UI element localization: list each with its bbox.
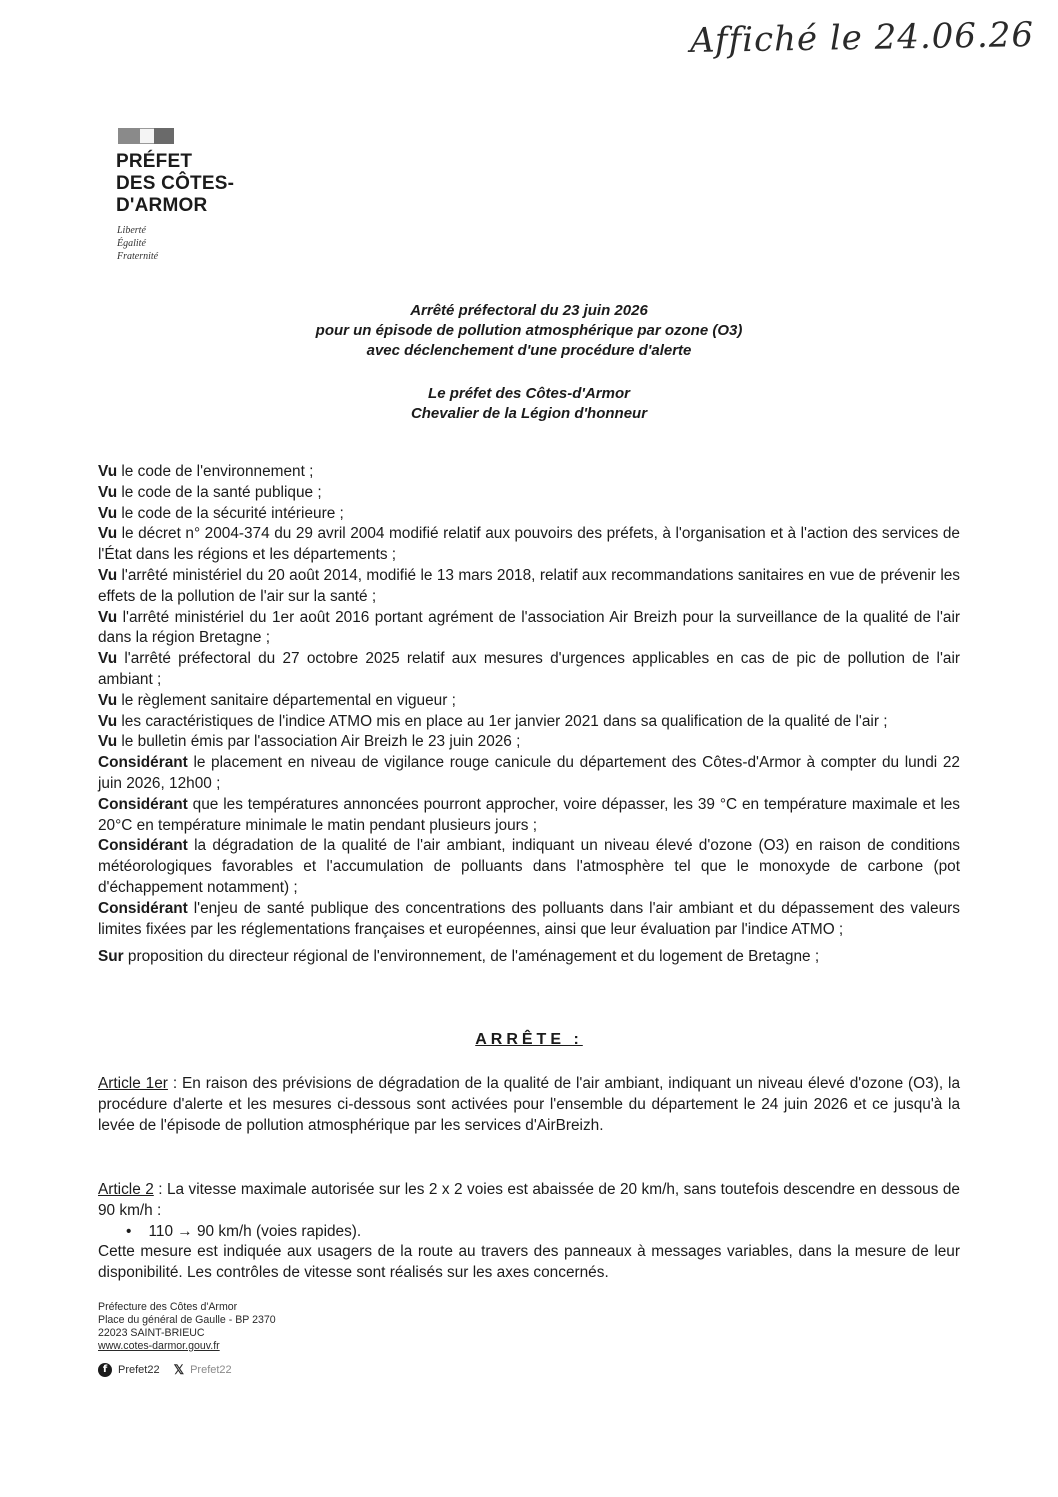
article-2-followup: Cette mesure est indiquée aux usagers de la route au travers des panneaux à messages variables, dans la mesure de leur disponibilité. Les contrôles de vitesse sont réalisés sur les axes concernés. (98, 1243, 960, 1282)
visa-item: Vu l'arrêté préfectoral du 27 octobre 2025 relatif aux mesures d'urgences applicables en cas de pic de pollution de l'air ambiant ; (98, 650, 960, 688)
visa-item: Vu les caractéristiques de l'indice ATMO mis en place au 1er janvier 2021 dans sa qualification de la qualité de l'air ; (98, 712, 888, 730)
prefecture-address (98, 1301, 276, 1353)
visa-item: Vu le bulletin émis par l'association Air Breizh le 23 juin 2026 ; (98, 733, 521, 751)
prefect-line: Chevalier de la Légion d'honneur (410, 405, 648, 422)
proposition-item: Sur proposition du directeur régional de l'environnement, de l'aménagement et du logement de Bretagne ; (98, 948, 820, 966)
x-handle[interactable]: Prefet22 (190, 1364, 232, 1376)
motto-line: Fraternité (117, 251, 159, 262)
considerant-item: Considérant l'enjeu de santé publique des concentrations des polluants dans l'air ambiant et du dépassement des valeurs limites fixées par les réglementations françaises et européennes, ainsi que leur évaluation par l'indice ATMO ; (98, 899, 960, 938)
visa-item: Vu l'arrêté ministériel du 1er août 2016 portant agrément de l'association Air Breizh pour la surveillance de la qualité de l'air dans la région Bretagne ; (98, 608, 960, 647)
visa-item: Vu l'arrêté ministériel du 20 août 2014, modifié le 13 mars 2018, relatif aux recommandations sanitaires en vue de prévenir les effets de la pollution de l'air sur la santé ; (98, 566, 960, 605)
visa-item: Vu le code de la santé publique ; (98, 483, 322, 501)
visa-item: Vu le décret n° 2004-374 du 29 avril 2004 modifié relatif aux pouvoirs des préfets, à l'organisation et à l'action des services de l'État dans les régions et les départements ; (98, 525, 960, 564)
motto-line: Égalité (117, 238, 146, 249)
prefecture-name-line: D'ARMOR (116, 195, 208, 216)
prefecture-name-line: DES CÔTES- (116, 173, 235, 194)
x-icon[interactable]: 𝕏 (173, 1362, 185, 1377)
republic-motto (117, 224, 158, 263)
marianne-logo (118, 128, 174, 144)
decree-title-line: Arrêté préfectoral du 23 juin 2026 (410, 302, 648, 319)
considerant-item: Considérant que les températures annoncées pourront approcher, voire dépasser, les 39 °C en température maximale et les 20°C en température minimale le matin pendant plusieurs jours ; (98, 795, 960, 834)
article-2-bullet: • 110 → 90 km/h (voies rapides). (126, 1222, 362, 1240)
article-2-text: : La vitesse maximale autorisée sur les 2 x 2 voies est abaissée de 20 km/h, sans toutefois descendre en dessous de 90 km/h : (98, 1181, 960, 1219)
social-links (98, 1362, 232, 1378)
considerant-item: Considérant la dégradation de la qualité de l'air ambiant, indiquant un niveau élevé d'ozone (O3) en raison de conditions météorologiques favorables et l'accumulation de polluants dans l'atmosphère tel que le monoxyde de carbone (pot d'échappement notamment) ; (98, 837, 960, 896)
address-line: Préfecture des Côtes d'Armor (98, 1301, 238, 1313)
article-1-label: Article 1er (98, 1075, 168, 1092)
visa-item: Vu le code de la sécurité intérieure ; (98, 504, 344, 522)
prefect-signature-heading (0, 384, 1058, 424)
article-1 (98, 1074, 960, 1136)
prefecture-name (116, 151, 234, 217)
visas-list (98, 462, 960, 968)
motto-line: Liberté (117, 225, 146, 236)
decree-title-line: avec déclenchement d'une procédure d'alerte (366, 342, 692, 359)
prefect-line: Le préfet des Côtes-d'Armor (428, 385, 630, 402)
website-link[interactable]: www.cotes-darmor.gouv.fr (98, 1340, 220, 1352)
considerant-item: Considérant le placement en niveau de vigilance rouge canicule du département des Côtes-d'Armor à compter du lundi 22 juin 2026, 12h00 ; (98, 754, 960, 792)
address-line: 22023 SAINT-BRIEUC (98, 1327, 205, 1339)
address-line: Place du général de Gaulle - BP 2370 (98, 1314, 276, 1326)
arrete-heading: ARRÊTE : (475, 1031, 583, 1048)
decree-title-line: pour un épisode de pollution atmosphérique par ozone (O3) (315, 322, 743, 339)
facebook-icon[interactable]: f (98, 1363, 112, 1377)
visa-item: Vu le règlement sanitaire départemental en vigueur ; (98, 691, 456, 709)
prefecture-name-line: PRÉFET (116, 151, 193, 172)
article-2 (98, 1180, 960, 1284)
handwritten-display-note: Affiché le 24.06.26 (689, 15, 1035, 61)
article-2-label: Article 2 (98, 1181, 154, 1198)
visa-item: Vu le code de l'environnement ; (98, 463, 314, 480)
article-1-text: : En raison des prévisions de dégradation de la qualité de l'air ambiant, indiquant un niveau élevé d'ozone (O3), la procédure d'alerte et les mesures ci-dessous sont activées pour l'ensemble du département le 24 juin 2026 et ce jusqu'à la levée de l'épisode de pollution atmosphérique par les services d'AirBreizh. (98, 1075, 960, 1134)
facebook-handle[interactable]: Prefet22 (118, 1364, 160, 1376)
decree-title (0, 301, 1058, 361)
